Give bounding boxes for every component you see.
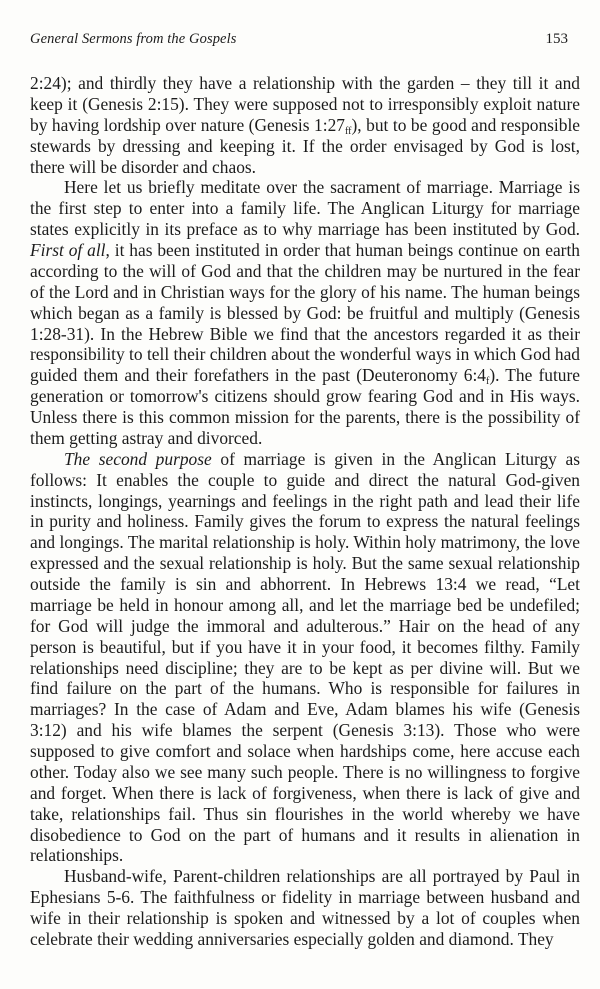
paragraph-1-text-a: 2:24); and thirdly they have a relationship with the garden – they till it and keep it (Genesis 2:15). They were supposed not to irresponsibly exploit nature by having lordship over nature (Genesis 1:27 [30, 73, 580, 135]
paragraph-2-italic-phrase: First of all [30, 240, 106, 260]
paragraph-3 [30, 449, 580, 867]
page-number: 153 [545, 31, 568, 47]
paragraph-1-subscript: ff [344, 125, 352, 137]
paragraph-2-text-c: ). The future generation or tomorrow's citizens should grow fearing God and in His ways. Unless there is this common mission for the parents, there is the possibility of them getting astray and divorced. [30, 365, 580, 448]
paragraph-2 [30, 177, 580, 448]
paragraph-4 [30, 866, 580, 950]
running-title: General Sermons from the Gospels [30, 31, 237, 47]
paragraph-4-text-a: Husband-wife, Parent-children relationships are all portrayed by Paul in Ephesians 5-6. The faithfulness or fidelity in marriage between husband and wife in their relationship is spoken and witnessed by a lot of couples when celebrate their wedding anniversaries especially golden and diamond. They [30, 866, 580, 949]
body-text [30, 73, 580, 950]
paragraph-2-text-a: Here let us briefly meditate over the sacrament of marriage. Marriage is the first step to enter into a family life. The Anglican Liturgy for marriage states explicitly in its preface as to why marriage has been instituted by God. [30, 177, 580, 240]
paragraph-1 [30, 73, 580, 177]
running-header [30, 31, 568, 51]
paragraph-2-subscript: f [486, 376, 490, 388]
paragraph-3-text-a: of marriage is given in the Anglican Liturgy as follows: It enables the couple to guide and direct the natural God-given instincts, longings, yearnings and feelings in the right path and lead their life in purity and holiness. Family gives the forum to express the natural feelings and longings. The marital relationship is holy. Within holy matrimony, the love expressed and the sexual relationship is holy. But the same sexual relationship outside the family is sin and abhorrent. In Hebrews 13:4 we read, “Let marriage be held in honour among all, and let the marriage bed be undefiled; for God will judge the immoral and adulterous.” Hair on the head of any person is beautiful, but if you have it in your food, it becomes filthy. Family relationships need discipline; they are to be kept as per divine will. But we find failure on the part of the humans. Who is responsible for failures in marriages? In the case of Adam and Eve, Adam blames his wife (Genesis 3:12) and his wife blames the serpent (Genesis 3:13). Those who were supposed to give comfort and solace when hardships come, here accuse each other. Today also we see many such people. There is no willingness to forgive and forget. When there is lack of forgiveness, when there is lack of give and take, relationships fail. Thus sin flourishes in the world whereby we have disobedience to God on the part of humans and it results in alienation in relationships. [30, 448, 580, 866]
paragraph-1-text-b: ), but to be good and responsible stewards by dressing and keeping it. If the order envisaged by God is lost, there will be disorder and chaos. [30, 114, 580, 177]
paragraph-2-text-b: , it has been instituted in order that human beings continue on earth according to the will of God and that the children may be nurtured in the fear of the Lord and in Christian ways for the glory of his name. The human beings which began as a family is blessed by God: be fruitful and multiply (Genesis 1:28-31). In the Hebrew Bible we find that the ancestors regarded it as their responsibility to tell their children about the wonderful ways in which God had guided them and their forefathers in the past (Deuteronomy 6:4 [30, 240, 580, 386]
paragraph-3-italic-phrase: The second purpose [64, 448, 212, 469]
